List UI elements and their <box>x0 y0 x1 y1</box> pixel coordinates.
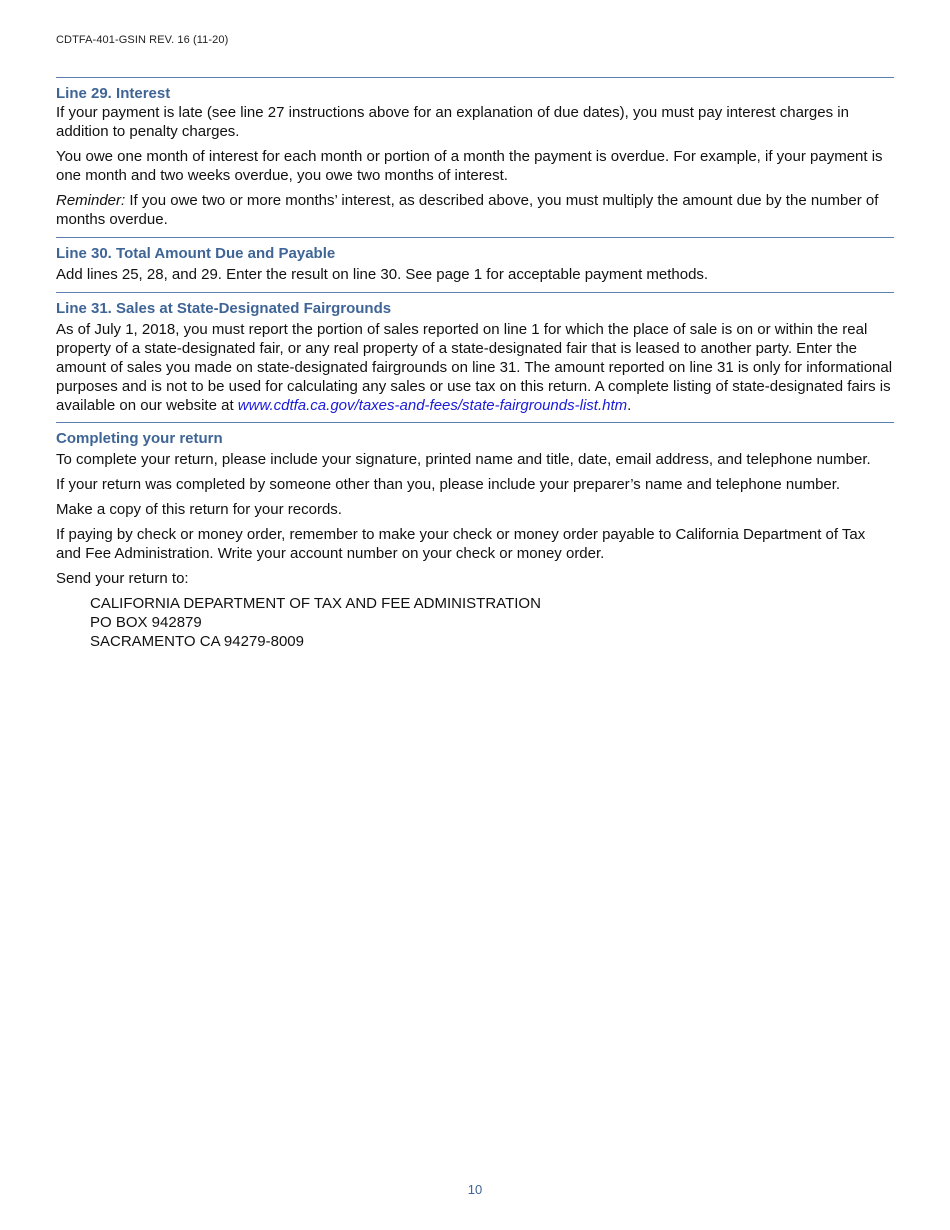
fairgrounds-list-link[interactable]: www.cdtfa.ca.gov/taxes-and-fees/state-fairgrounds-list.htm <box>237 397 628 414</box>
section-line-30-total-due <box>56 237 894 284</box>
paragraph: If your return was completed by someone other than you, please include your preparer’s name and telephone number. <box>56 476 841 493</box>
section-title: Line 30. Total Amount Due and Payable <box>56 245 336 262</box>
address-line: SACRAMENTO CA 94279-8009 <box>90 633 304 650</box>
section-completing-return <box>56 422 894 651</box>
paragraph-end: . <box>627 397 632 414</box>
section-title: Line 31. Sales at State-Designated Fairgrounds <box>56 300 392 317</box>
reminder-label: Reminder: <box>56 192 126 209</box>
paragraph: To complete your return, please include your signature, printed name and title, date, email address, and telephone number. <box>56 451 871 468</box>
form-revision-id: CDTFA-401-GSIN REV. 16 (11-20) <box>56 34 229 46</box>
page-number: 10 <box>467 1182 483 1197</box>
reminder-text: If you owe two or more months’ interest, as described above, you must multiply the amount due by the number of months overdue. <box>56 192 879 228</box>
section-title: Line 29. Interest <box>56 85 171 102</box>
paragraph: Make a copy of this return for your records. <box>56 501 342 518</box>
paragraph: You owe one month of interest for each month or portion of a month the payment is overdue. For example, if your payment is one month and two weeks overdue, you owe two months of interest. <box>56 148 883 184</box>
address-line: PO BOX 942879 <box>90 614 202 631</box>
paragraph: Add lines 25, 28, and 29. Enter the result on line 30. See page 1 for acceptable payment methods. <box>56 266 709 283</box>
mailing-address <box>90 594 894 651</box>
paragraph <box>56 320 894 415</box>
section-line-29-interest <box>56 77 894 229</box>
paragraph: If paying by check or money order, remember to make your check or money order payable to California Department of Tax and Fee Administration. Write your account number on your check or money order. <box>56 526 866 562</box>
section-title: Completing your return <box>56 430 223 447</box>
paragraph: Send your return to: <box>56 570 189 587</box>
reminder-paragraph <box>56 191 894 229</box>
paragraph: If your payment is late (see line 27 instructions above for an explanation of due dates), you must pay interest charges in addition to penalty charges. <box>56 104 849 140</box>
section-line-31-fairgrounds <box>56 292 894 415</box>
address-line: CALIFORNIA DEPARTMENT OF TAX AND FEE ADMINISTRATION <box>90 595 541 612</box>
paragraph-text: As of July 1, 2018, you must report the portion of sales reported on line 1 for which the place of sale is on or within the real property of a state-designated fair, or any real property of a state-designated fair that is leased to another party. Enter the amount of sales you made on state-designated fairgrounds on line 31. The amount reported on line 31 is only for informational purposes and is not to be used for calculating any sales or use tax on this return. A complete listing of state-designated fairs is available on our website at <box>56 321 893 414</box>
